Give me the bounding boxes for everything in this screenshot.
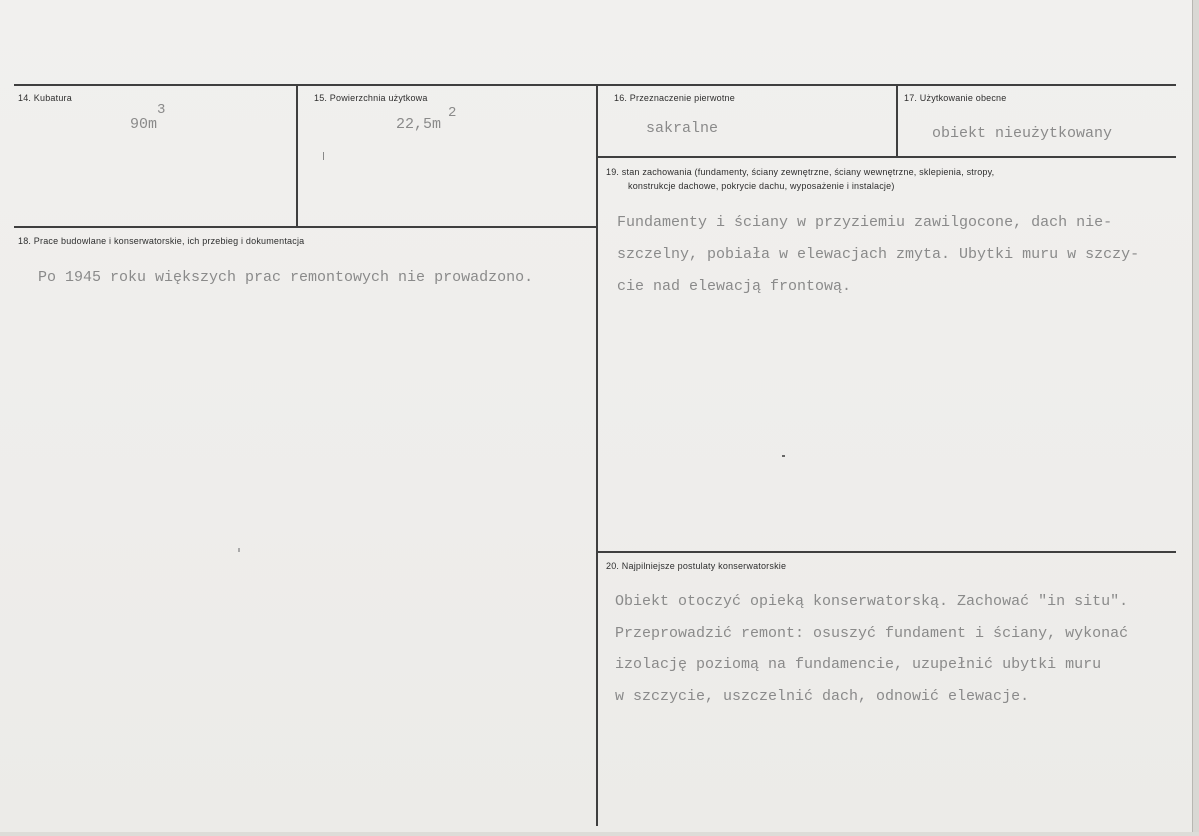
- field-17-label: 17. Użytkowanie obecne: [904, 93, 1007, 103]
- field-19-line-3: cie nad elewacją frontową.: [617, 278, 852, 295]
- field-14-sup: 3: [157, 102, 166, 118]
- field-20-label: 20. Najpilniejsze postulaty konserwatorskie: [606, 561, 787, 571]
- field-19-line-2: szczelny, pobiała w elewacjach zmyta. Ubytki muru w szczy-: [617, 246, 1140, 263]
- divider-16-17: [896, 86, 898, 156]
- field-20-line-4: w szczycie, uszczelnić dach, odnowić elewacje.: [615, 688, 1030, 705]
- field-16-value: sakralne: [646, 120, 719, 137]
- paper-speck: [782, 455, 785, 457]
- field-15-value: 22,5m: [396, 116, 442, 133]
- field-17-value: obiekt nieużytkowany: [932, 125, 1113, 142]
- top-rule: [14, 84, 1176, 86]
- paper-speck: [323, 152, 324, 160]
- paper-edge-right: [1192, 0, 1199, 836]
- rule-under-14-15: [14, 226, 596, 228]
- field-15-label: 15. Powierzchnia użytkowa: [314, 93, 428, 103]
- field-18-value: Po 1945 roku większych prac remontowych nie prowadzono.: [38, 269, 534, 286]
- divider-14-15: [296, 86, 298, 226]
- field-14-label: 14. Kubatura: [18, 93, 72, 103]
- field-14-value: 90m: [130, 116, 158, 133]
- field-15-sup: 2: [448, 105, 457, 121]
- rule-above-20: [598, 551, 1176, 553]
- center-divider: [596, 86, 598, 826]
- field-20-line-1: Obiekt otoczyć opieką konserwatorską. Zachować "in situ".: [615, 593, 1129, 610]
- field-16-label: 16. Przeznaczenie pierwotne: [614, 93, 735, 103]
- field-18-label: 18. Prace budowlane i konserwatorskie, ich przebieg i dokumentacja: [18, 236, 305, 246]
- rule-under-16-17: [598, 156, 1176, 158]
- field-19-label-line-2: konstrukcje dachowe, pokrycie dachu, wyposażenie i instalacje): [628, 181, 895, 191]
- paper-edge-bottom: [0, 832, 1199, 836]
- paper-speck: [238, 548, 240, 552]
- field-20-line-3: izolację poziomą na fundamencie, uzupełnić ubytki muru: [615, 656, 1102, 673]
- field-20-line-2: Przeprowadzić remont: osuszyć fundament i ściany, wykonać: [615, 625, 1129, 642]
- field-19-label-line-1: 19. stan zachowania (fundamenty, ściany zewnętrzne, ściany wewnętrzne, sklepienia, stropy,: [606, 167, 995, 177]
- field-19-line-1: Fundamenty i ściany w przyziemiu zawilgocone, dach nie-: [617, 214, 1113, 231]
